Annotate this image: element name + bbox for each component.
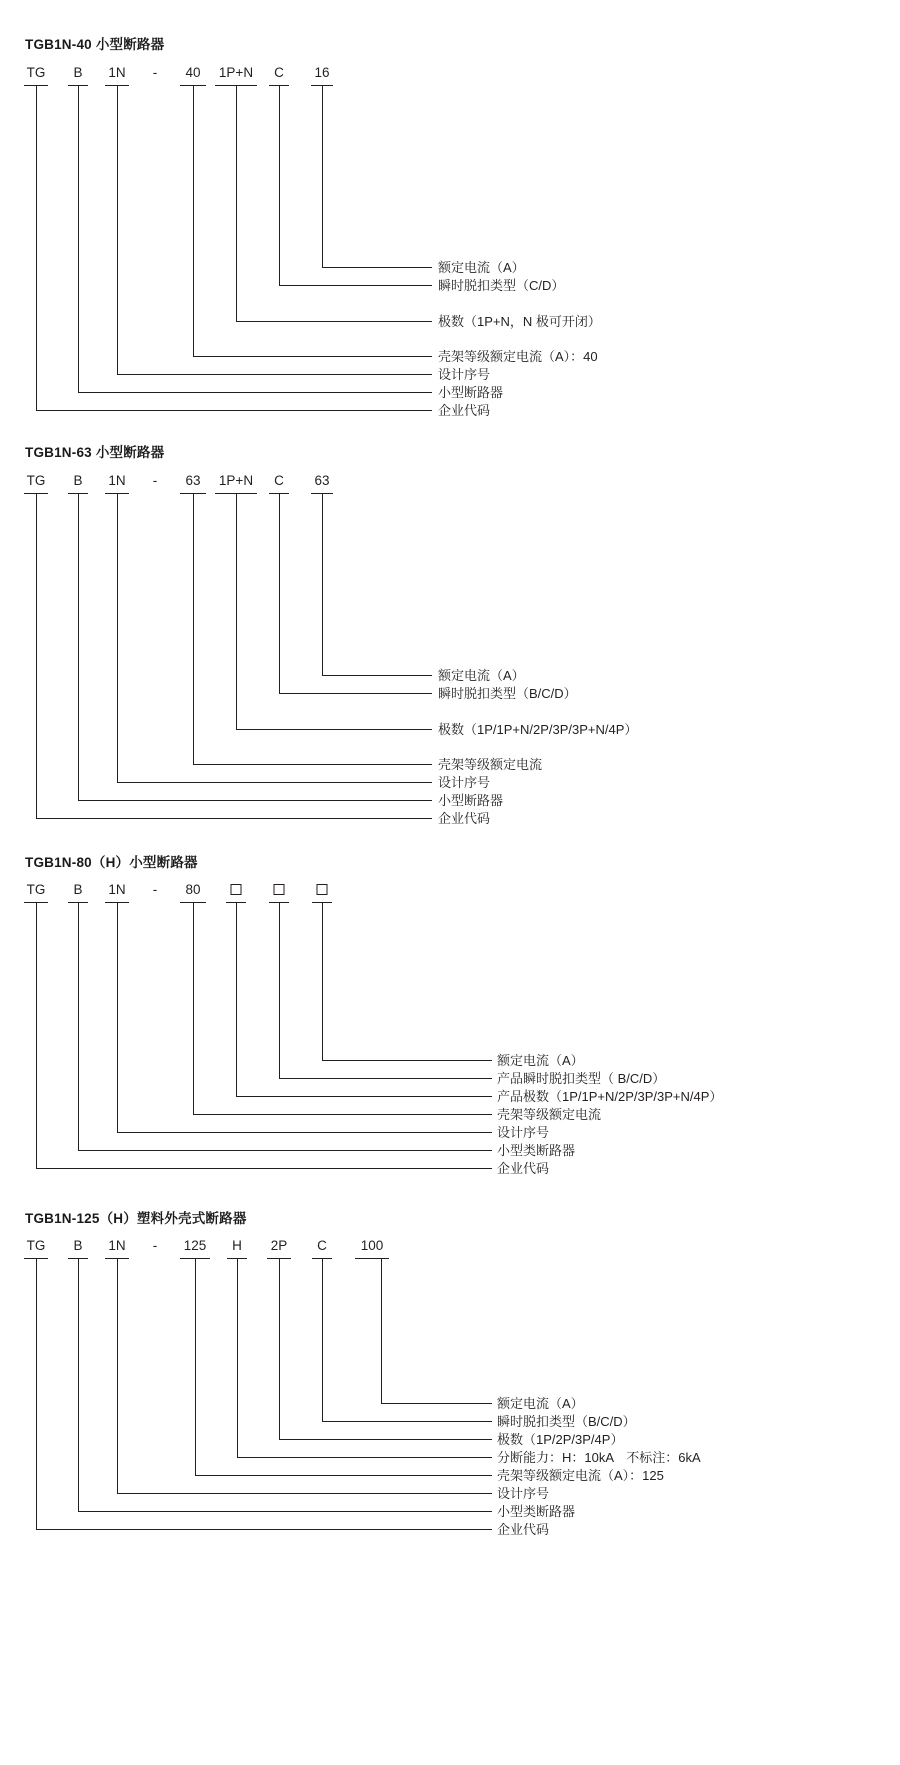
leader-line xyxy=(279,1078,492,1079)
leader-line xyxy=(78,1150,492,1151)
leader-label: 额定电流（A） xyxy=(438,260,525,275)
leader-line xyxy=(236,493,237,729)
leader-line xyxy=(36,902,37,1168)
leader-line xyxy=(117,1258,118,1493)
leader-line xyxy=(193,902,194,1114)
leader-line xyxy=(36,1529,492,1530)
leader-line xyxy=(279,285,432,286)
code-token: C xyxy=(274,65,284,80)
code-token: TG xyxy=(26,473,46,488)
code-token: TG xyxy=(26,882,46,897)
code-token: TG xyxy=(26,1238,46,1253)
leader-line xyxy=(193,85,194,356)
diagram-block-tgb1n-63 xyxy=(0,408,900,848)
leader-label: 小型断路器 xyxy=(438,793,504,808)
leader-line xyxy=(322,902,323,1060)
leader-line xyxy=(117,374,432,375)
leader-line xyxy=(117,782,432,783)
code-token: - xyxy=(152,65,158,80)
leader-line xyxy=(36,85,37,410)
leader-line xyxy=(381,1403,492,1404)
leader-label: 壳架等级额定电流（A）：125 xyxy=(497,1468,664,1483)
code-token: 1P+N xyxy=(218,65,254,80)
leader-line xyxy=(117,1132,492,1133)
leader-line xyxy=(78,800,432,801)
leader-label: 产品极数（1P/1P+N/2P/3P/3P+N/4P） xyxy=(497,1089,723,1104)
leader-line xyxy=(279,1258,280,1439)
leader-line xyxy=(236,902,237,1096)
leader-line xyxy=(117,902,118,1132)
leader-line xyxy=(36,818,432,819)
leader-line xyxy=(78,902,79,1150)
leader-line xyxy=(322,493,323,675)
code-token: 40 xyxy=(185,65,201,80)
leader-line xyxy=(236,729,432,730)
leader-label: 极数（1P/2P/3P/4P） xyxy=(497,1432,624,1447)
code-token: 2P xyxy=(270,1238,288,1253)
leader-line xyxy=(195,1258,196,1475)
leader-line xyxy=(193,356,432,357)
code-token: 125 xyxy=(183,1238,207,1253)
leader-line xyxy=(381,1258,382,1403)
leader-label: 额定电流（A） xyxy=(497,1053,584,1068)
leader-label: 产品瞬时脱扣类型（ B/C/D） xyxy=(497,1071,666,1086)
code-token: 100 xyxy=(360,1238,384,1253)
code-token: 1N xyxy=(108,473,126,488)
code-token: 63 xyxy=(314,473,330,488)
leader-label: 壳架等级额定电流 xyxy=(497,1107,602,1122)
leader-line xyxy=(279,902,280,1078)
leader-line xyxy=(193,1114,492,1115)
code-token: - xyxy=(152,1238,158,1253)
block-title: TGB1N-40 小型断路器 xyxy=(25,37,165,52)
block-title: TGB1N-63 小型断路器 xyxy=(25,445,165,460)
code-token: 16 xyxy=(314,65,330,80)
leader-line xyxy=(36,1168,492,1169)
block-title: TGB1N-125（H）塑料外壳式断路器 xyxy=(25,1211,247,1226)
leader-line xyxy=(322,675,432,676)
leader-label: 设计序号 xyxy=(438,775,491,790)
code-token: C xyxy=(274,473,284,488)
leader-label: 企业代码 xyxy=(497,1522,550,1537)
code-token: 1P+N xyxy=(218,473,254,488)
leader-label: 企业代码 xyxy=(438,403,491,418)
leader-label: 壳架等级额定电流 xyxy=(438,757,543,772)
code-token: 1N xyxy=(108,882,126,897)
leader-label: 极数（1P/1P+N/2P/3P/3P+N/4P） xyxy=(438,722,638,737)
leader-label: 瞬时脱扣类型（B/C/D） xyxy=(438,686,577,701)
leader-line xyxy=(117,1493,492,1494)
leader-line xyxy=(236,85,237,321)
diagram-block-tgb1n-40 xyxy=(0,0,900,430)
leader-line xyxy=(117,85,118,374)
leader-line xyxy=(78,85,79,392)
leader-line xyxy=(322,1421,492,1422)
leader-label: 额定电流（A） xyxy=(497,1396,584,1411)
leader-label: 设计序号 xyxy=(438,367,491,382)
leader-line xyxy=(322,1060,492,1061)
leader-line xyxy=(237,1258,238,1457)
code-token-box xyxy=(317,884,328,895)
leader-label: 瞬时脱扣类型（B/C/D） xyxy=(497,1414,636,1429)
leader-line xyxy=(236,321,432,322)
leader-label: 小型类断路器 xyxy=(497,1143,576,1158)
token-underline xyxy=(355,1258,389,1259)
leader-label: 极数（1P+N，N 极可开闭） xyxy=(438,314,601,329)
code-token: - xyxy=(152,882,158,897)
code-token: H xyxy=(232,1238,242,1253)
leader-line xyxy=(193,493,194,764)
leader-line xyxy=(78,1511,492,1512)
leader-label: 壳架等级额定电流（A）：40 xyxy=(438,349,598,364)
leader-label: 企业代码 xyxy=(438,811,491,826)
code-token: B xyxy=(73,1238,83,1253)
leader-label: 设计序号 xyxy=(497,1486,550,1501)
leader-label: 额定电流（A） xyxy=(438,668,525,683)
leader-line xyxy=(193,764,432,765)
code-token: B xyxy=(73,65,83,80)
leader-label: 小型断路器 xyxy=(438,385,504,400)
leader-line xyxy=(279,493,280,693)
block-title: TGB1N-80（H）小型断路器 xyxy=(25,855,198,870)
code-token-box xyxy=(274,884,285,895)
leader-line xyxy=(36,493,37,818)
code-token-box xyxy=(231,884,242,895)
leader-label: 小型类断路器 xyxy=(497,1504,576,1519)
leader-line xyxy=(236,1096,492,1097)
leader-label: 瞬时脱扣类型（C/D） xyxy=(438,278,565,293)
leader-line xyxy=(279,1439,492,1440)
leader-label: 分断能力：H：10kA 不标注：6kA xyxy=(497,1450,701,1465)
leader-line xyxy=(36,1258,37,1529)
leader-label: 企业代码 xyxy=(497,1161,550,1176)
leader-line xyxy=(237,1457,492,1458)
code-token: 1N xyxy=(108,65,126,80)
diagram-block-tgb1n-80h xyxy=(0,824,900,1199)
code-token: C xyxy=(317,1238,327,1253)
code-token: B xyxy=(73,473,83,488)
leader-line xyxy=(279,85,280,285)
code-token: TG xyxy=(26,65,46,80)
leader-line xyxy=(322,85,323,267)
leader-line xyxy=(78,1258,79,1511)
leader-line xyxy=(195,1475,492,1476)
leader-line xyxy=(78,392,432,393)
code-token: 1N xyxy=(108,1238,126,1253)
code-token: B xyxy=(73,882,83,897)
leader-line xyxy=(117,493,118,782)
diagram-block-tgb1n-125h xyxy=(0,1180,900,1765)
code-token: - xyxy=(152,473,158,488)
code-token: 80 xyxy=(185,882,201,897)
code-token: 63 xyxy=(185,473,201,488)
leader-line xyxy=(322,1258,323,1421)
leader-line xyxy=(279,693,432,694)
leader-line xyxy=(322,267,432,268)
leader-label: 设计序号 xyxy=(497,1125,550,1140)
leader-line xyxy=(78,493,79,800)
